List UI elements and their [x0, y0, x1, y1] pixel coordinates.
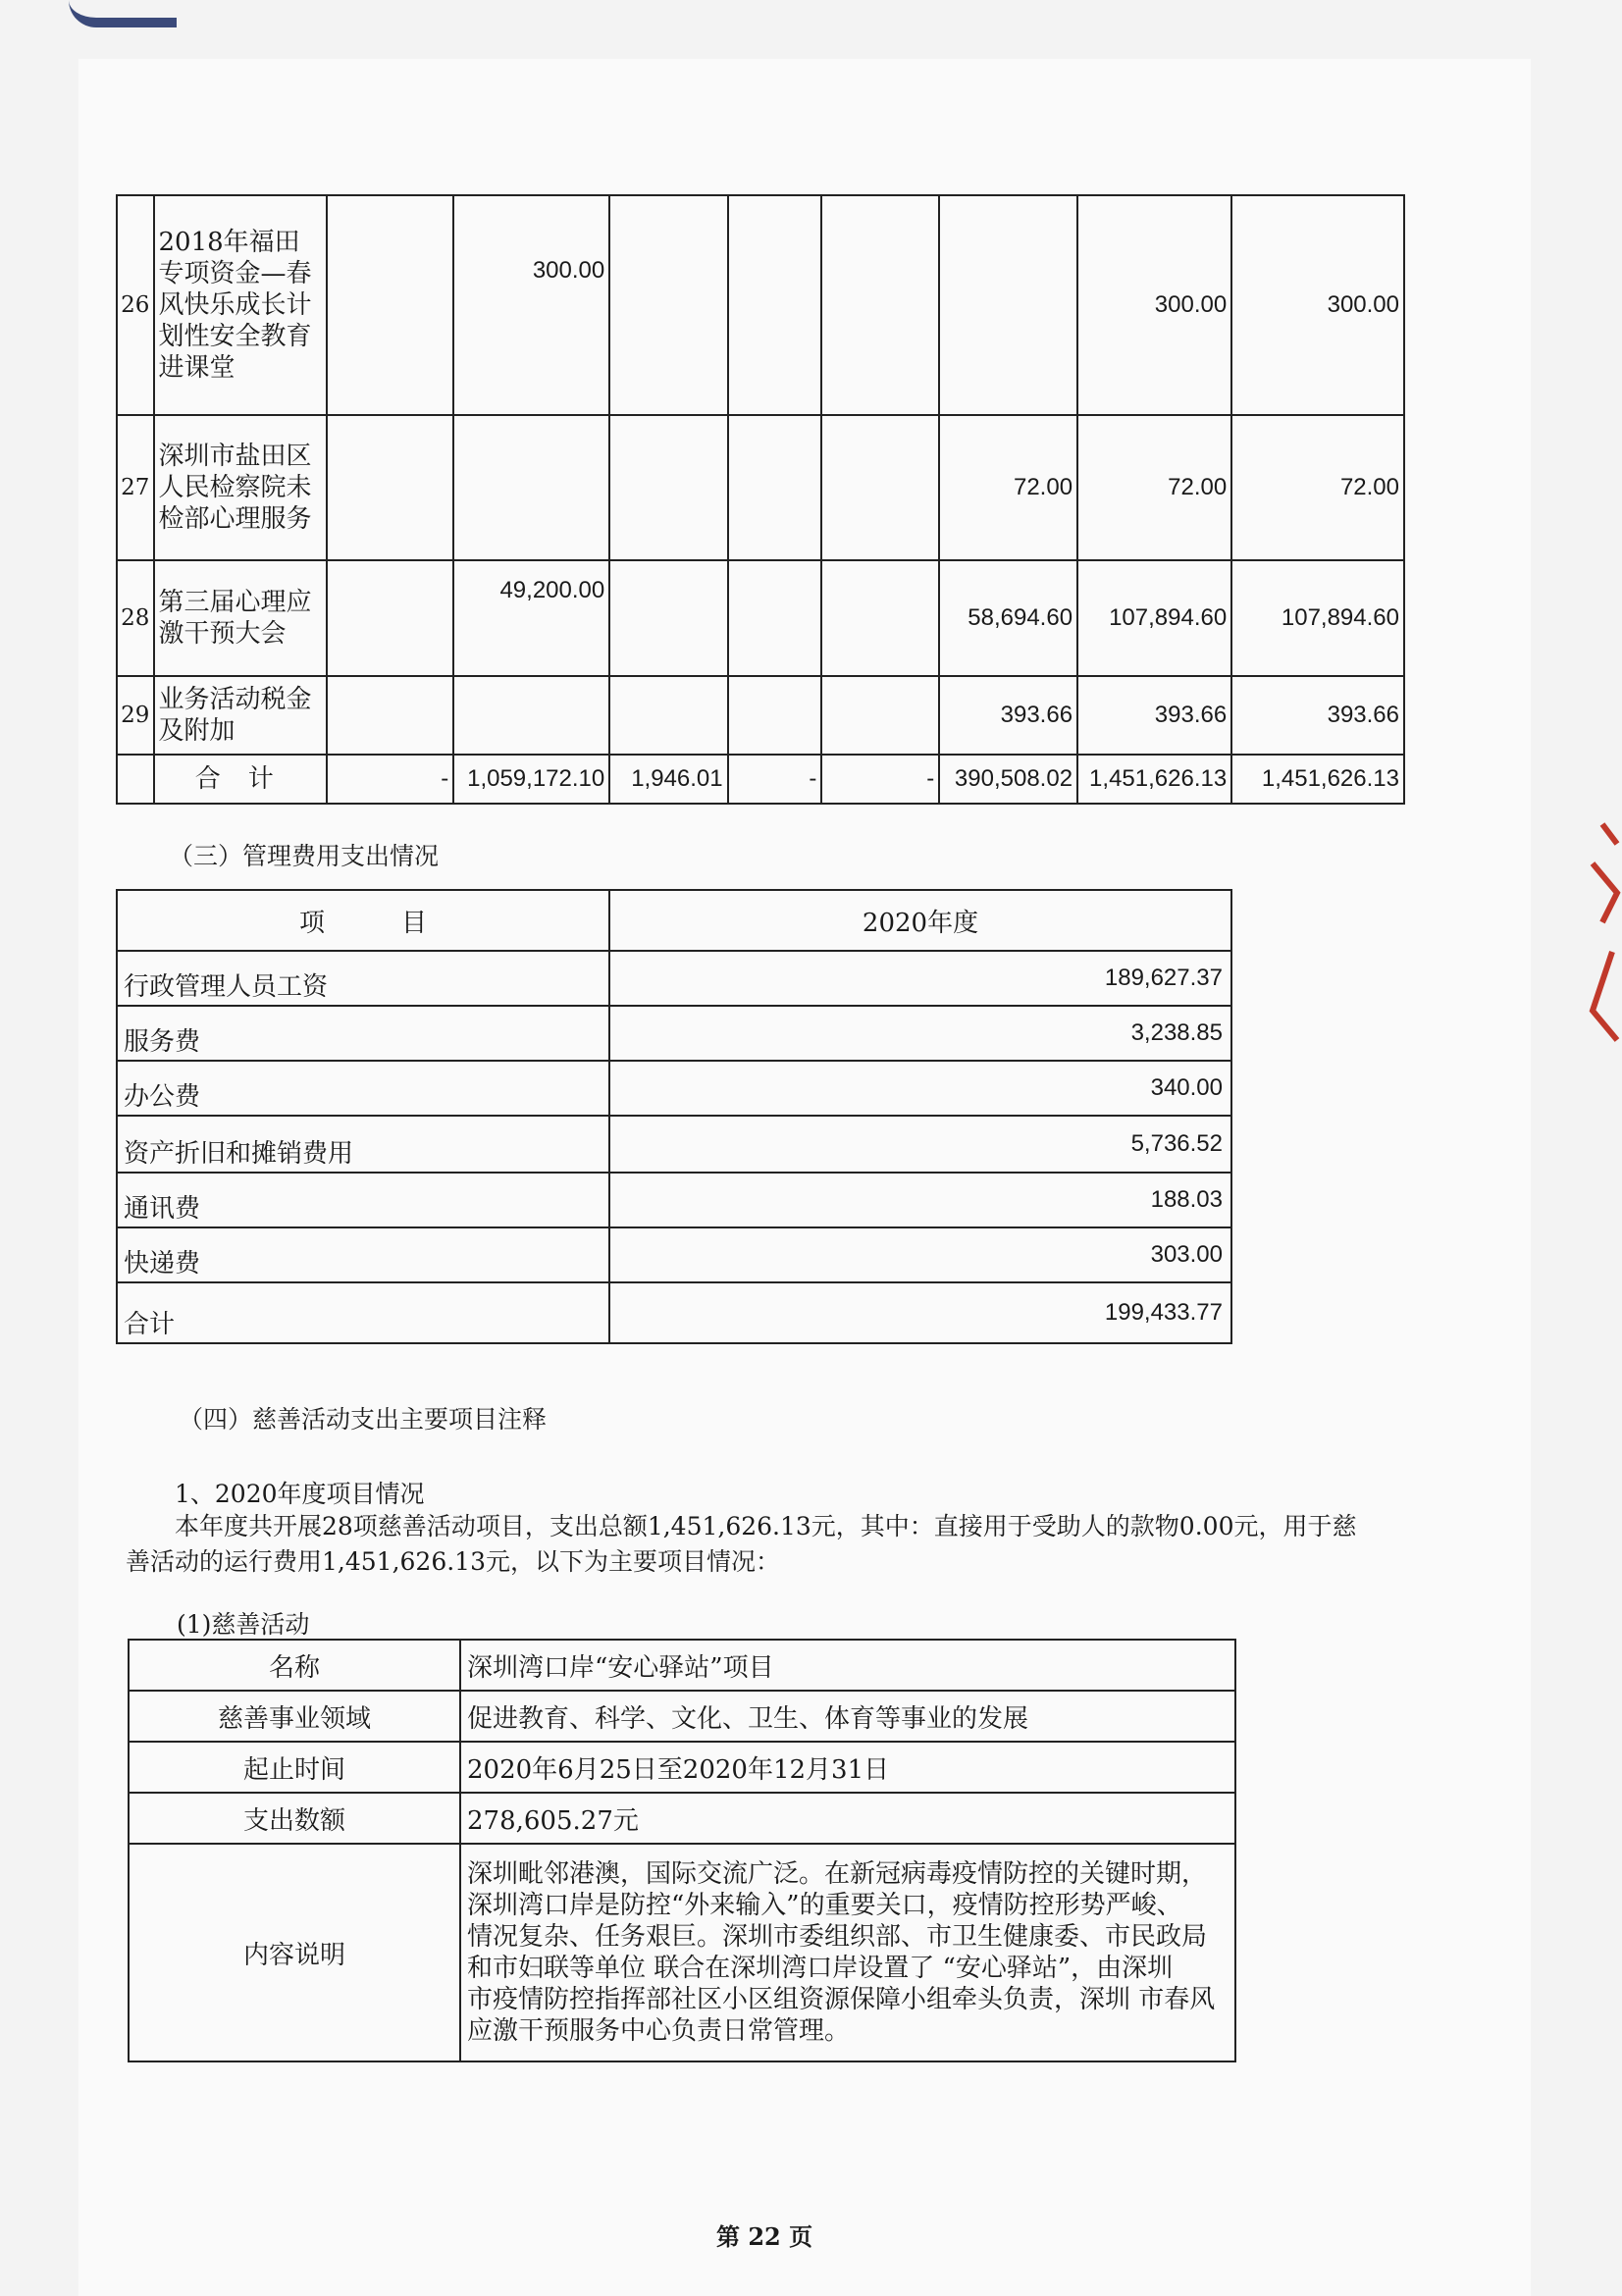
- row-number: 27: [117, 415, 154, 560]
- cell-c7: 72.00: [1077, 415, 1231, 560]
- header-year: 2020年度: [609, 890, 1231, 951]
- cell-c2: 49,200.00: [453, 560, 609, 676]
- label-amount: 支出数额: [129, 1793, 460, 1844]
- cell-c8: 393.66: [1231, 676, 1404, 755]
- total-c4: -: [728, 755, 822, 804]
- total-c2: 1,059,172.10: [453, 755, 609, 804]
- expense-row: [117, 1061, 1231, 1116]
- cell-c6: 393.66: [939, 676, 1077, 755]
- expense-label: 服务费: [117, 1006, 609, 1061]
- expense-row: [117, 1227, 1231, 1282]
- expense-label: 快递费: [117, 1227, 609, 1282]
- cell-c8: 107,894.60: [1231, 560, 1404, 676]
- expense-label: 办公费: [117, 1061, 609, 1116]
- summary-paragraph-line1: 本年度共开展28项慈善活动项目，支出总额1,451,626.13元，其中：直接用于受助人的款物0.00元，用于慈: [175, 1512, 1357, 1540]
- table-row: [117, 415, 1404, 560]
- expense-row: [117, 1116, 1231, 1173]
- total-c7: 1,451,626.13: [1077, 755, 1231, 804]
- cell-c4: [728, 415, 822, 560]
- label-name: 名称: [129, 1640, 460, 1691]
- cell-c4: [728, 560, 822, 676]
- header-item: 项 目: [117, 890, 609, 951]
- desc-line: 情况复杂、任务艰巨。深圳市委组织部、市卫生健康委、市民政局: [467, 1922, 1208, 1952]
- desc-line: 应激干预服务中心负责日常管理。: [467, 2016, 851, 2046]
- expense-value: 5,736.52: [609, 1116, 1231, 1173]
- expense-row: [117, 1006, 1231, 1061]
- project-name: 2018年福田专项资金—春风快乐成长计划性安全教育进课堂: [154, 195, 328, 415]
- expense-value: 199,433.77: [609, 1282, 1231, 1343]
- value-amount: 278,605.27元: [460, 1793, 1235, 1844]
- cell-c3: [609, 195, 727, 415]
- value-field: 促进教育、科学、文化、卫生、体育等事业的发展: [460, 1691, 1235, 1742]
- cell-c5: [821, 676, 939, 755]
- cell-c6: 72.00: [939, 415, 1077, 560]
- table-row: [117, 560, 1404, 676]
- expense-value: 303.00: [609, 1227, 1231, 1282]
- project-detail-table: [128, 1639, 1236, 2062]
- row-number: [117, 755, 154, 804]
- red-seal-edge: [1563, 805, 1622, 1050]
- project-name: 第三届心理应激干预大会: [154, 560, 328, 676]
- desc-line: 市疫情防控指挥部社区小区组资源保障小组牵头负责，深圳 市春风: [467, 1985, 1216, 2014]
- expense-value: 189,627.37: [609, 951, 1231, 1006]
- expense-label: 通讯费: [117, 1173, 609, 1227]
- total-label: 合计: [154, 755, 328, 804]
- project-name: 业务活动税金及附加: [154, 676, 328, 755]
- expense-row: [117, 1282, 1231, 1343]
- row-number: 26: [117, 195, 154, 415]
- value-description: [460, 1844, 1235, 2061]
- cell-c4: [728, 195, 822, 415]
- cell-c1: [327, 195, 453, 415]
- row-number: 28: [117, 560, 154, 676]
- label-field: 慈善事业领域: [129, 1691, 460, 1742]
- cell-c3: [609, 560, 727, 676]
- total-c3: 1,946.01: [609, 755, 727, 804]
- cell-c2: 300.00: [453, 195, 609, 415]
- desc-line: 和市妇联等单位 联合在深圳湾口岸设置了 “安心驿站”，由深圳: [467, 1954, 1174, 1983]
- subheading-charity-activity: (1)慈善活动: [177, 1610, 310, 1639]
- cell-c1: [327, 676, 453, 755]
- expense-row: [117, 1173, 1231, 1227]
- management-expense-table: [116, 889, 1232, 1344]
- expense-label: 合计: [117, 1282, 609, 1343]
- cell-c4: [728, 676, 822, 755]
- total-c1: -: [327, 755, 453, 804]
- expense-label: 资产折旧和摊销费用: [117, 1116, 609, 1173]
- label-description: 内容说明: [129, 1844, 460, 2061]
- desc-line: 深圳湾口岸是防控“外来输入”的重要关口，疫情防控形势严峻、: [467, 1891, 1182, 1920]
- project-name: 深圳市盐田区人民检察院未检部心理服务: [154, 415, 328, 560]
- table-row: [117, 676, 1404, 755]
- cell-c3: [609, 415, 727, 560]
- cell-c2: [453, 676, 609, 755]
- cell-c5: [821, 415, 939, 560]
- expense-value: 188.03: [609, 1173, 1231, 1227]
- cell-c5: [821, 195, 939, 415]
- value-name: 深圳湾口岸“安心驿站”项目: [460, 1640, 1235, 1691]
- cell-c5: [821, 560, 939, 676]
- cell-c6: [939, 195, 1077, 415]
- row-number: 29: [117, 676, 154, 755]
- section3-heading: （三）管理费用支出情况: [169, 842, 440, 870]
- desc-line: 深圳毗邻港澳，国际交流广泛。在新冠病毒疫情防控的关键时期，: [467, 1859, 1208, 1889]
- label-period: 起止时间: [129, 1742, 460, 1793]
- cell-c7: 393.66: [1077, 676, 1231, 755]
- cell-c2: [453, 415, 609, 560]
- cell-c1: [327, 560, 453, 676]
- value-period: 2020年6月25日至2020年12月31日: [460, 1742, 1235, 1793]
- section4-heading: （四）慈善活动支出主要项目注释: [179, 1405, 548, 1434]
- project-expense-table: [116, 194, 1405, 805]
- summary-paragraph-line2: 善活动的运行费用1,451,626.13元，以下为主要项目情况：: [126, 1547, 780, 1576]
- cell-c8: 300.00: [1231, 195, 1404, 415]
- cell-c7: 300.00: [1077, 195, 1231, 415]
- total-row: [117, 755, 1404, 804]
- total-c5: -: [821, 755, 939, 804]
- table-row: [117, 195, 1404, 415]
- page-number: 第 22 页: [716, 2222, 813, 2251]
- cell-c1: [327, 415, 453, 560]
- expense-row: [117, 951, 1231, 1006]
- corner-binding-mark: [69, 0, 177, 27]
- total-c8: 1,451,626.13: [1231, 755, 1404, 804]
- cell-c8: 72.00: [1231, 415, 1404, 560]
- expense-label: 行政管理人员工资: [117, 951, 609, 1006]
- cell-c3: [609, 676, 727, 755]
- cell-c7: 107,894.60: [1077, 560, 1231, 676]
- subheading-project-status: 1、2020年度项目情况: [175, 1480, 425, 1508]
- total-c6: 390,508.02: [939, 755, 1077, 804]
- expense-value: 340.00: [609, 1061, 1231, 1116]
- cell-c6: 58,694.60: [939, 560, 1077, 676]
- expense-value: 3,238.85: [609, 1006, 1231, 1061]
